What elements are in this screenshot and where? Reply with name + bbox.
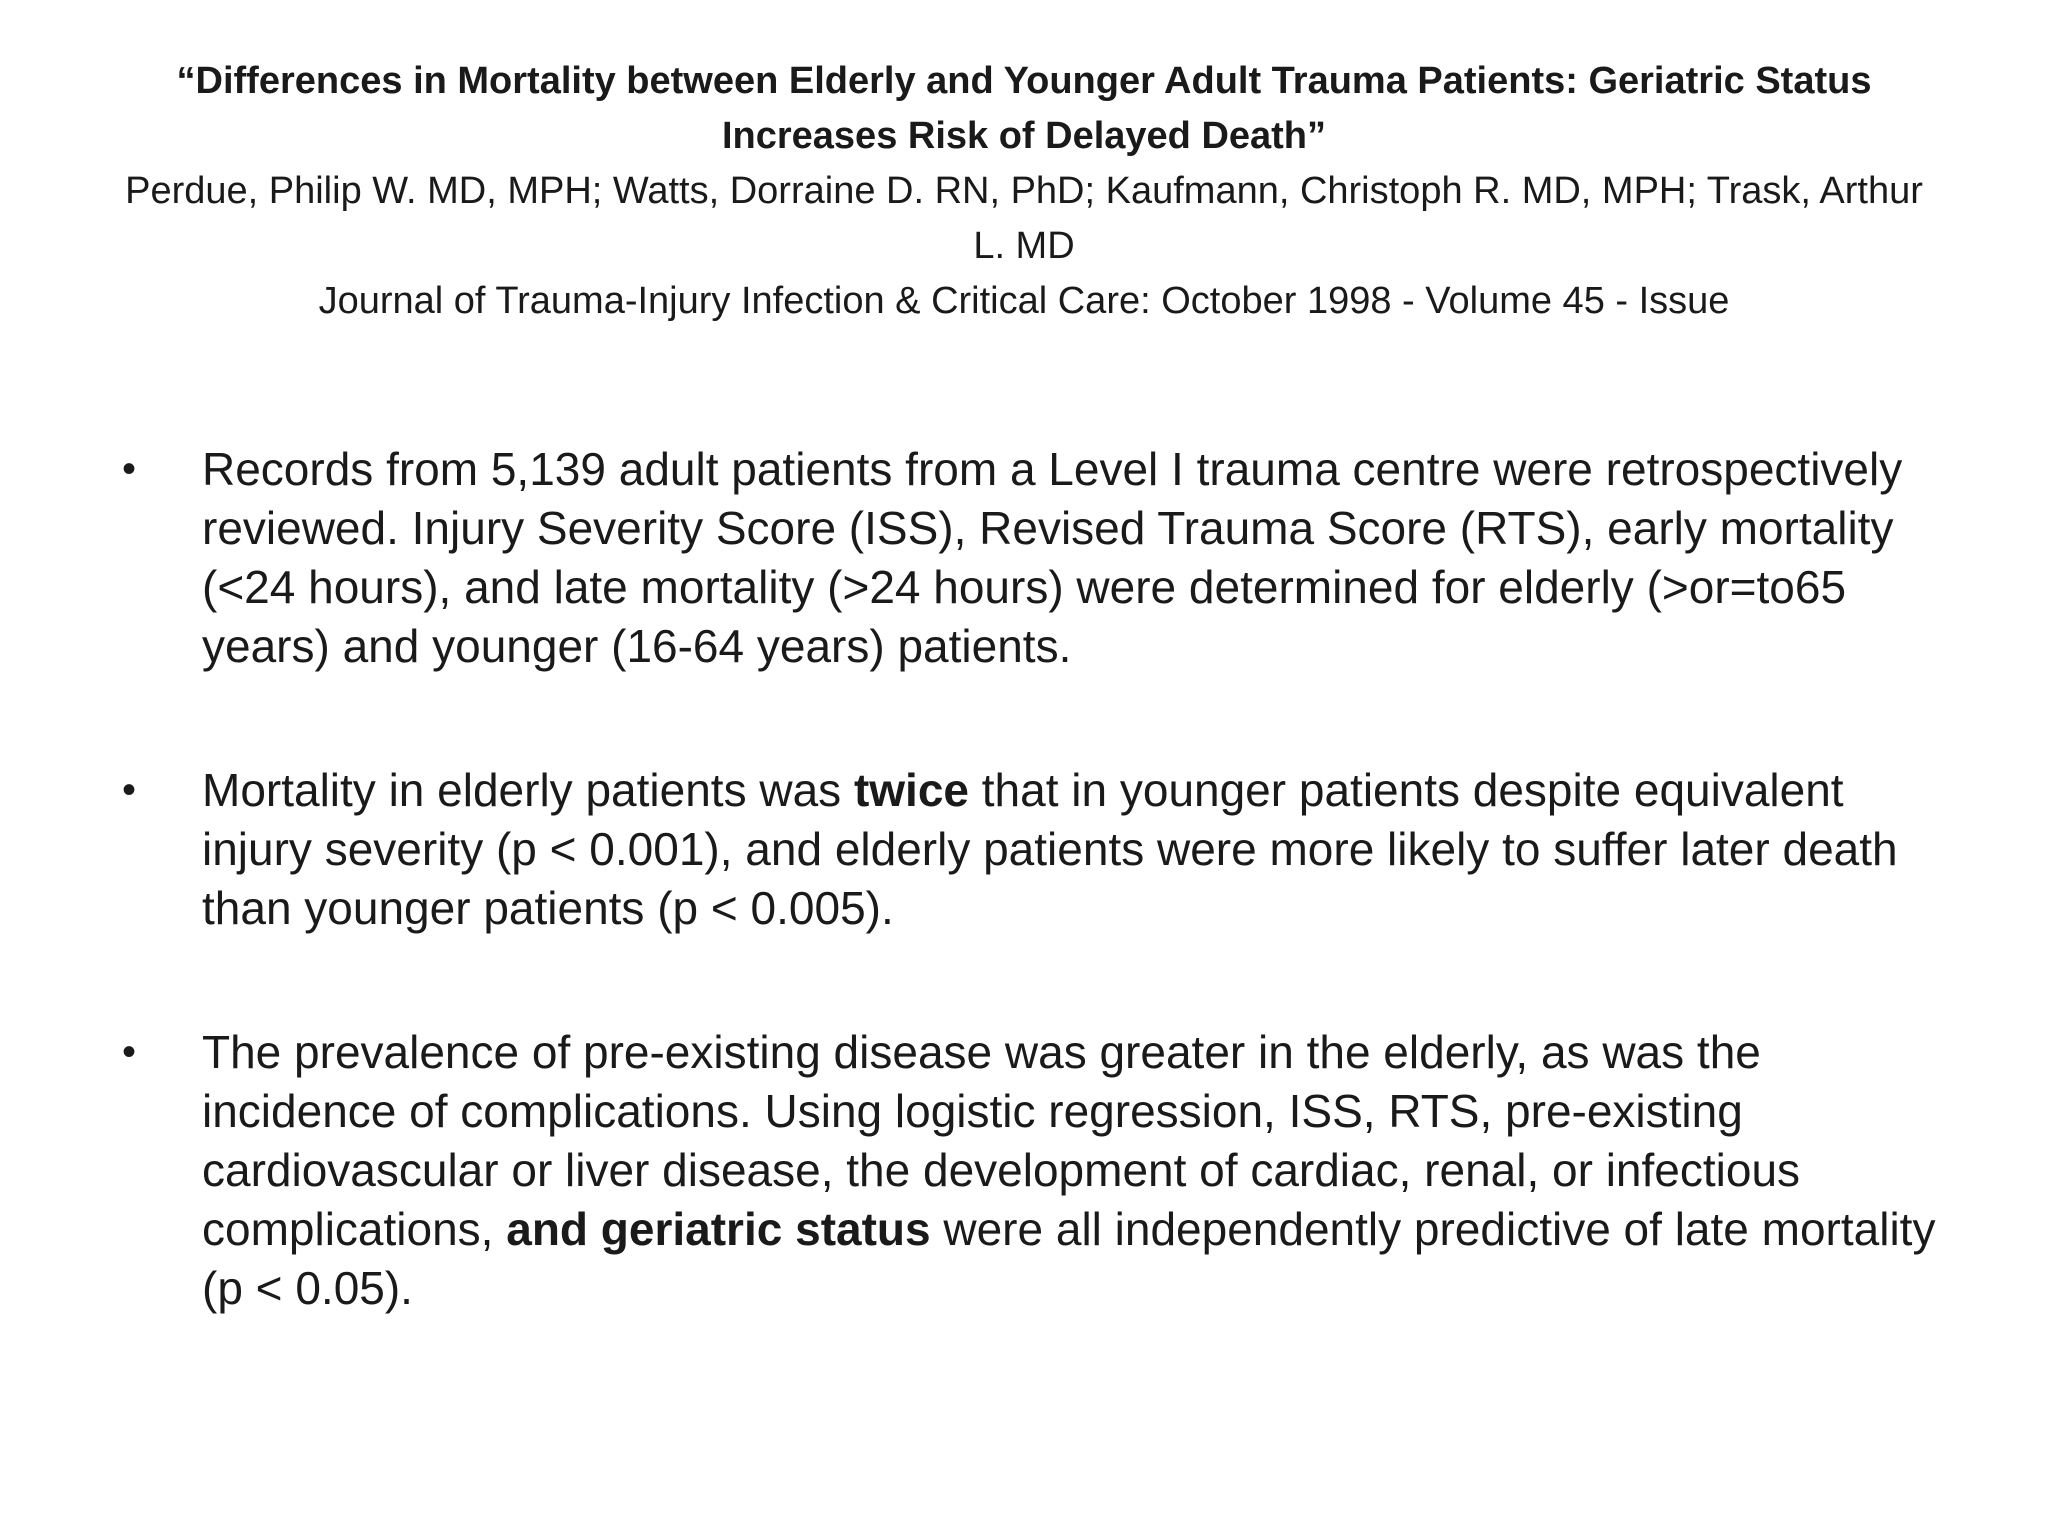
journal-citation: Journal of Trauma-Injury Infection & Critical Care: October 1998 - Volume 45 - Issue xyxy=(318,280,1730,322)
finding-text-after: were all independently predictive of late mortality (p < 0.05). xyxy=(202,1203,1936,1314)
findings-list xyxy=(120,440,1960,1318)
finding-text xyxy=(202,1026,1935,1314)
article-title: “Differences in Mortality between Elderly and Younger Adult Trauma Patients: Geriatric Status Increases Risk of Delayed Death” xyxy=(176,60,1872,157)
finding-emphasis: twice xyxy=(853,764,969,816)
finding-item xyxy=(120,440,1960,676)
finding-item xyxy=(120,1023,1960,1318)
bullet-icon: • xyxy=(122,1030,137,1074)
finding-text: Records from 5,139 adult patients from a Level I trauma centre were retrospectively reviewed. Injury Severity Score (ISS), Revised Trauma Score (RTS), early mortality (<24 hours), and late mortality (>24 hours) were determined for elderly (>or=to65 years) and younger (16-64 years) patients. xyxy=(202,443,1903,672)
finding-emphasis: and geriatric status xyxy=(506,1203,931,1255)
citation-header xyxy=(110,54,1938,329)
finding-item xyxy=(120,761,1960,938)
finding-text-before: Mortality in elderly patients was xyxy=(202,764,854,816)
finding-text-before: The prevalence of pre-existing disease was greater in the elderly, as was the incidence of complications. Using logistic regression, ISS, RTS, pre-existing cardiovascular or liver disease, the development of cardiac, renal, or infectious complications, xyxy=(202,1026,1801,1255)
article-authors: Perdue, Philip W. MD, MPH; Watts, Dorraine D. RN, PhD; Kaufmann, Christoph R. MD, MPH; Trask, Arthur L. MD xyxy=(125,170,1923,267)
bullet-icon: • xyxy=(122,447,137,491)
bullet-icon: • xyxy=(122,768,137,812)
finding-text-after: that in younger patients despite equivalent injury severity (p < 0.001), and elderly patients were more likely to suffer later death than younger patients (p < 0.005). xyxy=(202,764,1898,934)
finding-text xyxy=(202,764,1898,934)
